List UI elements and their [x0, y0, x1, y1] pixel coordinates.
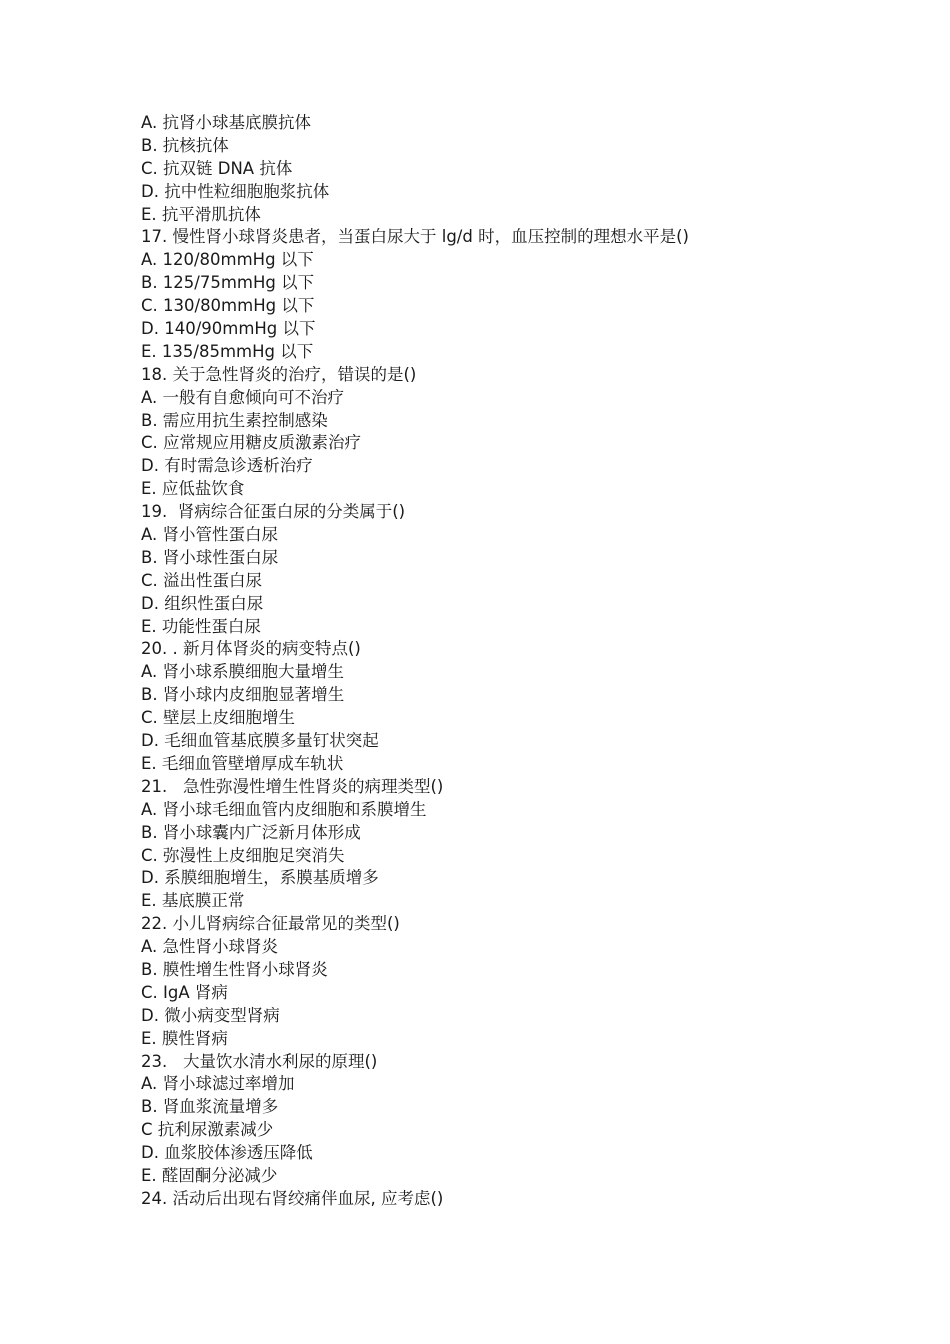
option-q18-b: B. 需应用抗生素控制感染 [141, 410, 328, 430]
question-18: 18. 关于急性肾炎的治疗，错误的是() [141, 364, 417, 384]
option-q22-b: B. 膜性增生性肾小球肾炎 [141, 959, 328, 979]
question-24: 24. 活动后出现右肾绞痛伴血尿, 应考虑() [141, 1188, 444, 1208]
option-q18-a: A. 一般有自愈倾向可不治疗 [141, 387, 344, 407]
option-q16-d: D. 抗中性粒细胞胞浆抗体 [141, 181, 330, 201]
option-q19-b: B. 肾小球性蛋白尿 [141, 547, 279, 567]
option-q20-d: D. 毛细血管基底膜多量钉状突起 [141, 731, 379, 751]
option-q21-c: C. 弥漫性上皮细胞足突消失 [141, 845, 345, 865]
question-21: 21. 急性弥漫性增生性肾炎的病理类型() [141, 776, 444, 796]
option-q22-c: C. IgA 肾病 [141, 982, 228, 1002]
option-q22-e: E. 膜性肾病 [141, 1028, 228, 1048]
option-q18-d: D. 有时需急诊透析治疗 [141, 456, 313, 476]
option-q19-e: E. 功能性蛋白尿 [141, 616, 261, 636]
option-q19-d: D. 组织性蛋白尿 [141, 593, 264, 613]
option-q16-b: B. 抗核抗体 [141, 135, 229, 155]
option-q21-a: A. 肾小球毛细血管内皮细胞和系膜增生 [141, 799, 427, 819]
option-q23-e: E. 醛固酮分泌减少 [141, 1165, 278, 1185]
option-q20-b: B. 肾小球内皮细胞显著增生 [141, 685, 345, 705]
option-q19-a: A. 肾小管性蛋白尿 [141, 525, 278, 545]
option-q23-a: A. 肾小球滤过率增加 [141, 1074, 295, 1094]
option-q17-c: C. 130/80mmHg 以下 [141, 296, 315, 316]
option-q18-e: E. 应低盐饮食 [141, 479, 245, 499]
option-q16-a: A. 抗肾小球基底膜抗体 [141, 113, 311, 132]
option-q17-b: B. 125/75mmHg 以下 [141, 273, 315, 293]
option-q23-d: D. 血浆胶体渗透压降低 [141, 1143, 313, 1163]
option-q23-c: C 抗利尿激素减少 [141, 1120, 274, 1140]
option-q17-e: E. 135/85mmHg 以下 [141, 341, 314, 361]
option-q20-e: E. 毛细血管壁增厚成车轨状 [141, 753, 344, 773]
question-19: 19. 肾病综合征蛋白尿的分类属于() [141, 502, 406, 522]
option-q17-a: A. 120/80mmHg 以下 [141, 250, 314, 270]
option-q20-c: C. 壁层上皮细胞增生 [141, 708, 296, 728]
question-17: 17. 慢性肾小球肾炎患者，当蛋白尿大于 lg/d 时，血压控制的理想水平是() [141, 227, 689, 247]
option-q19-c: C. 溢出性蛋白尿 [141, 570, 263, 590]
question-22: 22. 小儿肾病综合征最常见的类型() [141, 914, 400, 934]
option-q16-c: C. 抗双链 DNA 抗体 [141, 158, 293, 178]
option-q23-b: B. 肾血浆流量增多 [141, 1097, 279, 1117]
option-q18-c: C. 应常规应用糖皮质激素治疗 [141, 433, 362, 453]
question-20: 20. . 新月体肾炎的病变特点() [141, 639, 361, 659]
option-q20-a: A. 肾小球系膜细胞大量增生 [141, 662, 344, 682]
option-q21-b: B. 肾小球囊内广泛新月体形成 [141, 822, 361, 842]
option-q16-e: E. 抗平滑肌抗体 [141, 204, 261, 224]
option-q21-e: E. 基底膜正常 [141, 891, 245, 911]
option-q21-d: D. 系膜细胞增生，系膜基质增多 [141, 868, 379, 888]
option-q22-d: D. 微小病变型肾病 [141, 1005, 280, 1025]
question-23: 23. 大量饮水清水利尿的原理() [141, 1051, 378, 1071]
option-q22-a: A. 急性肾小球肾炎 [141, 937, 278, 957]
option-q17-d: D. 140/90mmHg 以下 [141, 319, 316, 339]
document-body [141, 112, 861, 1211]
